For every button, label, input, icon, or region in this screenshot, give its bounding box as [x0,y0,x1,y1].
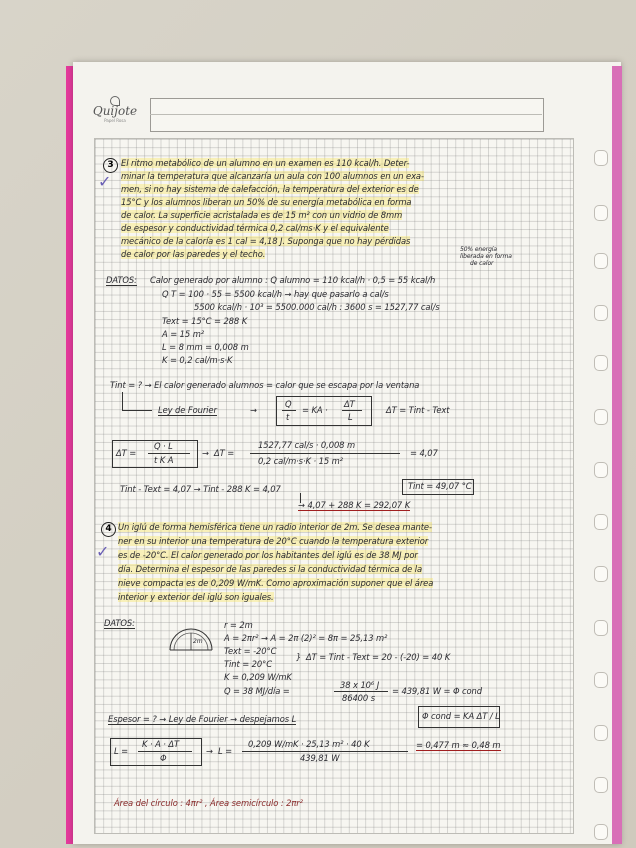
ring-hole [594,355,608,371]
problem-4-line: interior y exterior del iglú son iguales. [118,592,274,602]
side-note: de calor [470,260,494,267]
datos-line: Text = 15°C = 288 K [162,316,248,326]
arrow-icon: → [202,448,209,458]
ley-fourier-label: Ley de Fourier [158,405,217,415]
ring-hole [594,672,608,688]
fourier-eq: = KA · [302,405,328,415]
footnote: Área del círculo : 4πr² , Área semicírculo : 2πr² [114,798,303,808]
datos-label: DATOS: [104,618,135,628]
problem-4-line: ner en su interior una temperatura de 20°C cuando la temperatura exterior [118,536,429,546]
fraction-bar [334,691,388,692]
igloo-sketch [166,614,216,654]
dt-calc-num: 1527,77 cal/s · 0,008 m [258,440,356,450]
problem-3-line: de calor. La superficie acristalada es de 15 m² con un vidrio de 8mm [121,210,403,220]
check-mark-icon: ✓ [98,172,112,191]
ring-hole [594,462,608,478]
espesor-line: Espesor = ? → Ley de Fourier → despejamos L [108,714,297,724]
branch-line [122,392,123,410]
sketch-label: 2m [193,638,203,645]
ring-holes [594,150,610,840]
dt-formula-den: t K A [154,455,174,465]
problem-4-number: 4 [101,522,116,537]
dt-result: = 4,07 [410,448,438,458]
ring-hole [594,824,608,840]
dt-formula-num: Q · L [154,441,173,451]
l-calc-lhs: L = [218,746,233,756]
final-result: Tint = 49,07 °C [408,481,472,491]
side-note: 50% energía [460,246,497,253]
problem-3-line: 15°C y los alumnos liberan un 50% de su energía metabólica en forma [121,197,412,207]
ring-hole [594,777,608,793]
fourier-cond: Φ cond = KA ΔT / L [422,711,500,721]
problem-4-line: es de -20°C. El calor generado por los habitantes del iglú es de 38 MJ por [118,550,418,560]
ring-hole [594,305,608,321]
fraction-bar [250,453,400,454]
l-calc-den: 439,81 W [300,753,340,763]
q-frac-num: 38 x 10⁶ J [340,680,380,690]
brace-icon: } [296,652,302,662]
datos-label: DATOS: [106,275,137,285]
l-calc-num: 0,209 W/mK · 25,13 m² · 40 K [248,739,370,749]
fraction-bar [242,751,408,752]
ring-hole [594,150,608,166]
datos-line: Text = -20°C [224,646,277,656]
datos-line: Calor generado por alumno : Q alumno = 110 kcal/h · 0,5 = 55 kcal/h [150,275,436,285]
problem-3-line: men, si no hay sistema de calefacción, la temperatura del exterior es de [121,184,419,194]
datos-line: K = 0,2 cal/m·s·K [162,355,233,365]
dt-formula-lhs: ΔT = [116,448,137,458]
delta-t-definition: ΔT = Tint - Text [386,405,450,415]
fourier-dt: ΔT [344,399,355,409]
datos-line: r = 2m [224,620,253,630]
l-lhs: L = [114,746,129,756]
problem-3-line: El ritmo metabólico de un alumno en un examen es 110 kcal/h. Deter- [121,158,410,168]
l-num: K · A · ΔT [142,739,180,749]
final-kelvin: → 4,07 + 288 K = 292,07 K [298,500,411,510]
logo-icon [110,96,120,106]
problem-3-line: mecánico de la caloría es 1 cal = 4,18 J. Suponga que no hay pérdidas [121,236,411,246]
ring-hole [594,409,608,425]
fraction-bar [282,410,296,411]
problem-3-line: minar la temperatura que alcanzaría un aula con 100 alumnos en un exa- [121,171,424,181]
arrow-icon: → [250,405,257,415]
tint-question: Tint = ? → El calor generado alumnos = calor que se escapa por la ventana [110,380,420,390]
q-result: = 439,81 W = Φ cond [392,686,482,696]
datos-line: 5500 kcal/h · 10³ = 5500.000 cal/h : 3600 s = 1527,77 cal/s [194,302,440,312]
problem-4-line: Un iglú de forma hemisférica tiene un radio interior de 2m. Se desea mante- [118,522,432,532]
final-line: Tint - Text = 4,07 → Tint - 288 K = 4,07 [120,484,281,494]
brand-name: Quijote [92,104,138,118]
ring-hole [594,566,608,582]
problem-4-line: día. Determina el espesor de las paredes si la conductividad térmica de la [118,564,423,574]
fourier-q: Q [285,399,292,409]
check-mark-icon: ✓ [96,542,110,561]
fraction-bar [148,453,190,454]
datos-line: Tint = 20°C [224,659,272,669]
l-den: Φ [160,753,167,763]
header-divider [150,114,542,115]
fraction-bar [342,410,362,411]
ring-hole [594,514,608,530]
q-frac-den: 86400 s [342,693,375,703]
side-note: liberada en forma [460,253,512,260]
datos-line: K = 0,209 W/mK [224,672,292,682]
problem-3-line: de espesor y conductividad térmica 0,2 cal/ms·K y el equivalente [121,223,389,233]
datos-line: A = 15 m² [162,329,205,339]
arrow-icon: → [206,746,213,756]
branch-line [122,410,152,411]
datos-line: L = 8 mm = 0,008 m [162,342,249,352]
brand-tagline: Papel Rosa [104,118,126,123]
ring-hole [594,725,608,741]
delta-t-line: ΔT = Tint - Text = 20 - (-20) = 40 K [306,652,451,662]
dt-calc-lhs: ΔT = [214,448,235,458]
datos-line: Q T = 100 · 55 = 5500 kcal/h → hay que pasarlo a cal/s [162,289,389,299]
ring-hole [594,620,608,636]
fourier-l: L [348,412,353,422]
brand-logo [88,98,142,130]
pink-margin-right [612,66,622,844]
fraction-bar [138,751,192,752]
datos-line: Q = 38 MJ/día = [224,686,290,696]
l-result: = 0,477 m ≈ 0,48 m [416,740,501,750]
problem-3-line: de calor por las paredes y el techo. [121,249,266,259]
fourier-t: t [286,412,290,422]
problem-3-number: 3 [103,158,118,173]
datos-line: A = 2πr² → A = 2π (2)² = 8π = 25,13 m² [224,633,388,643]
problem-4-line: nieve compacta es de 0,209 W/mK. Como aproximación suponer que el área [118,578,434,588]
ring-hole [594,205,608,221]
header-box [150,98,544,132]
dt-calc-den: 0,2 cal/m·s·K · 15 m² [258,456,343,466]
ring-hole [594,253,608,269]
